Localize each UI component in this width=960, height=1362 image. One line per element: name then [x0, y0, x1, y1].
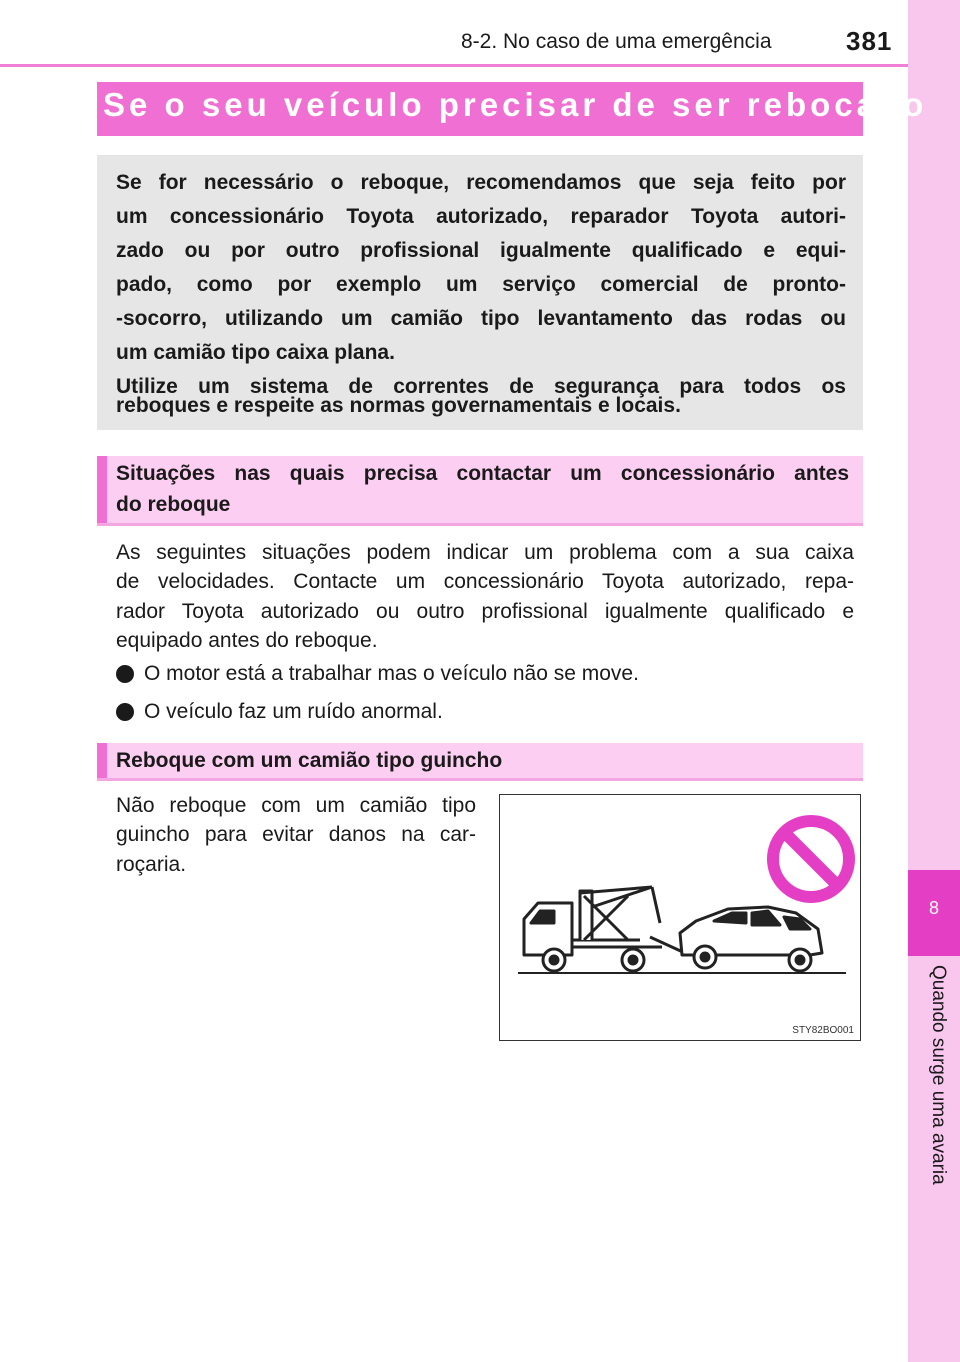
body-line: equipado antes do reboque. — [116, 629, 378, 652]
section-heading-text: do reboque — [116, 493, 231, 516]
section-heading-text: Situações nas quais precisa contactar um concessionário antes — [116, 462, 849, 485]
heading-accent-bar — [97, 743, 107, 781]
heading-underline — [97, 778, 863, 781]
intro-line: Se for necessário o reboque, recomendamos que seja feito por — [116, 171, 846, 194]
intro-line: um concessionário Toyota autorizado, reparador Toyota autori- — [116, 205, 846, 228]
heading-accent-bar — [97, 456, 107, 526]
tow-truck-illustration — [499, 794, 861, 1041]
body-line: Não reboque com um camião tipo — [116, 794, 476, 817]
page-number: 381 — [846, 26, 893, 56]
intro-line: um camião tipo caixa plana. — [116, 341, 395, 364]
bullet-icon — [116, 665, 134, 683]
bullet-icon — [116, 703, 134, 721]
body-line: de velocidades. Contacte um concessionário Toyota autorizado, repa- — [116, 570, 854, 593]
chapter-number-tab: 8 — [908, 870, 960, 956]
header-divider — [0, 64, 908, 67]
body-line: roçaria. — [116, 853, 187, 876]
tow-truck-drawing — [500, 795, 860, 1040]
section-heading-text: Reboque com um camião tipo guincho — [116, 749, 503, 772]
intro-line: -socorro, utilizando um camião tipo levantamento das rodas ou — [116, 307, 846, 330]
wrecker-truck-icon — [524, 887, 685, 971]
running-header-section: 8-2. No caso de uma emergência — [461, 30, 772, 53]
bullet-item: O veículo faz um ruído anormal. — [144, 700, 443, 723]
bullet-item: O motor está a trabalhar mas o veículo não se move. — [144, 662, 639, 685]
car-icon — [680, 907, 822, 971]
figure-code: STY82BO001 — [792, 1025, 854, 1036]
chapter-title-vertical: Quando surge uma avaria — [928, 965, 949, 1185]
body-line: guincho para evitar danos na car- — [116, 823, 476, 846]
body-line: As seguintes situações podem indicar um problema com a sua caixa — [116, 541, 854, 564]
heading-underline — [97, 523, 863, 526]
intro-line: Utilize um sistema de correntes de segurança para todos os — [116, 375, 846, 398]
intro-line: pado, como por exemplo um serviço comercial de pronto- — [116, 273, 846, 296]
intro-line: zado ou por outro profissional igualmente qualificado e equi- — [116, 239, 846, 262]
prohibition-sign-icon — [773, 821, 849, 897]
page-title: Se o seu veículo precisar de ser rebocado — [103, 86, 928, 123]
intro-line: reboques e respeite as normas governamentais e locais. — [116, 394, 681, 417]
body-line: rador Toyota autorizado ou outro profissional igualmente qualificado e — [116, 600, 854, 623]
